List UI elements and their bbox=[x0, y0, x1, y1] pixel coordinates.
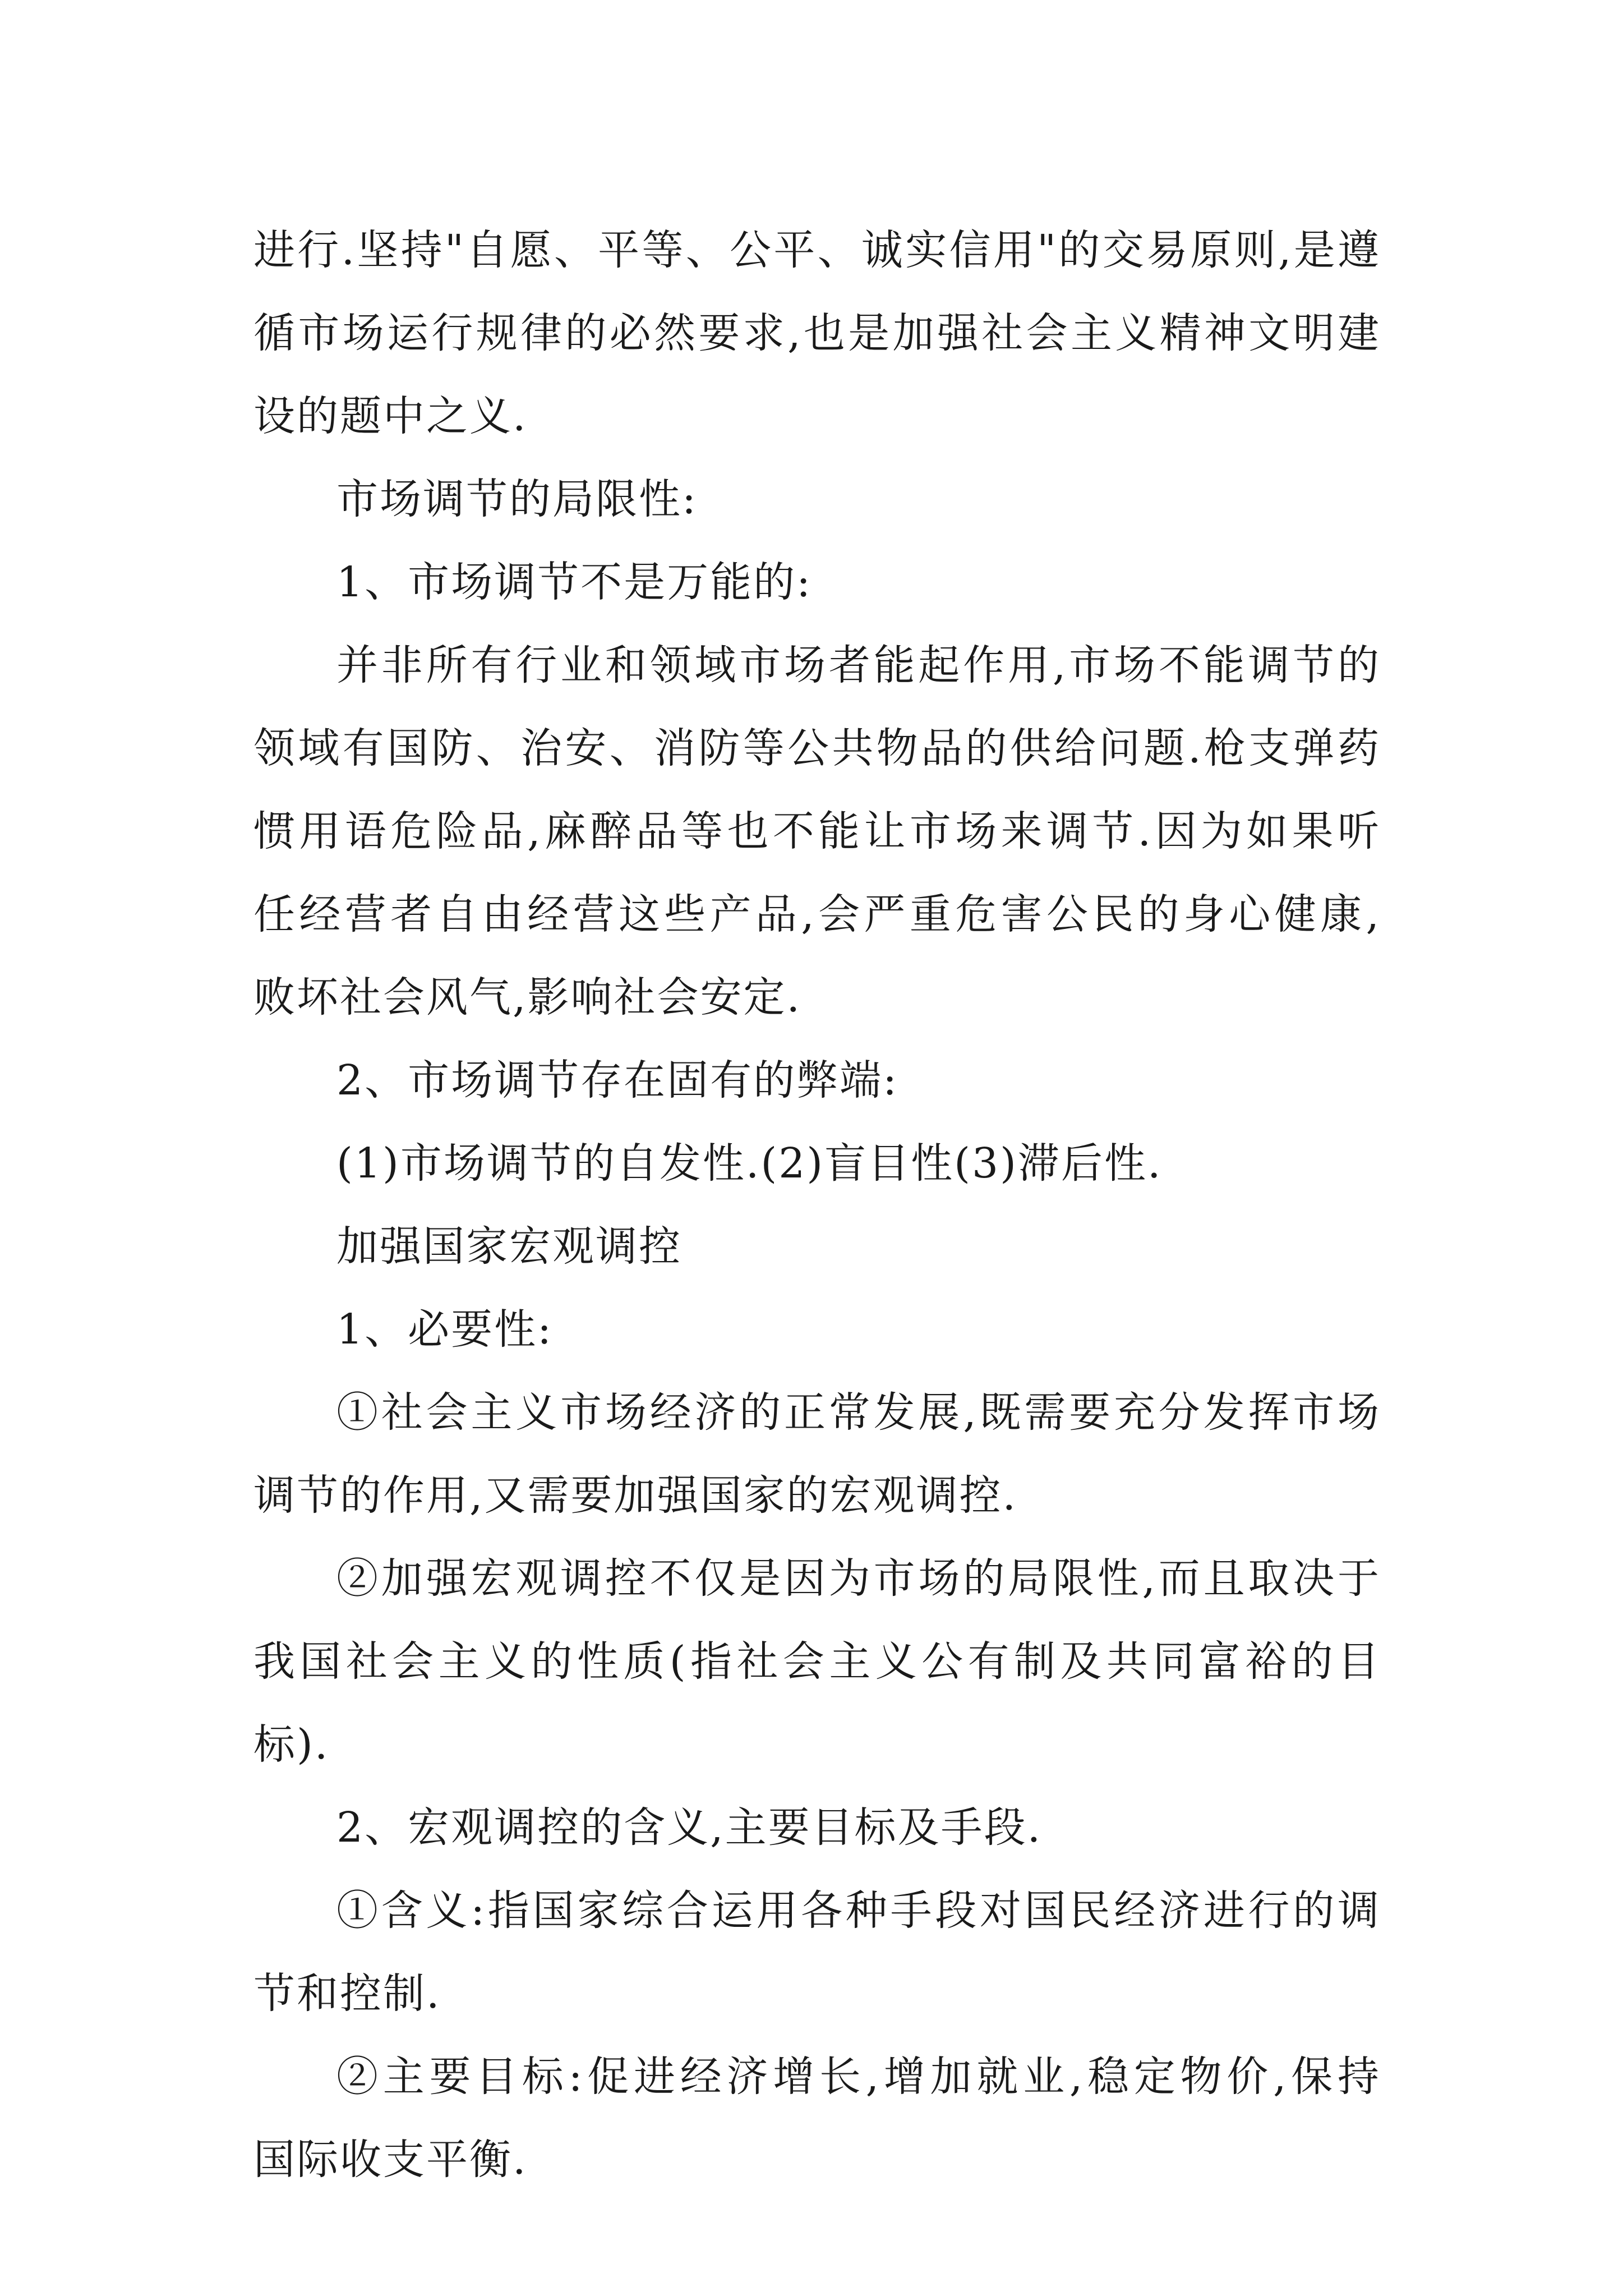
document-line: 国际收支平衡. bbox=[253, 2136, 528, 2184]
document-line: 1、必要性: bbox=[336, 1305, 554, 1354]
document-line: 领域有国防、治安、消防等公共物品的供给问题.枪支弹药 bbox=[253, 724, 1381, 772]
document-line: 2、市场调节存在固有的弊端: bbox=[336, 1056, 899, 1105]
document-line: ①含义:指国家综合运用各种手段对国民经济进行的调 bbox=[336, 1887, 1381, 1935]
document-line: 循市场运行规律的必然要求,也是加强社会主义精神文明建 bbox=[253, 309, 1381, 357]
document-line: 标). bbox=[253, 1720, 330, 1769]
document-line: 调节的作用,又需要加强国家的宏观调控. bbox=[253, 1471, 1018, 1520]
document-line: 市场调节的局限性: bbox=[336, 475, 698, 523]
document-line: ②加强宏观调控不仅是因为市场的局限性,而且取决于 bbox=[336, 1554, 1381, 1603]
document-line: 进行.坚持"自愿、平等、公平、诚实信用"的交易原则,是遵 bbox=[253, 226, 1381, 274]
document-line: ②主要目标:促进经济增长,增加就业,稳定物价,保持 bbox=[336, 2053, 1381, 2101]
document-line: 设的题中之义. bbox=[253, 392, 528, 440]
document-line: ①社会主义市场经济的正常发展,既需要充分发挥市场 bbox=[336, 1388, 1381, 1437]
document-line: 并非所有行业和领域市场者能起作用,市场不能调节的 bbox=[336, 641, 1381, 689]
document-line: 败坏社会风气,影响社会安定. bbox=[253, 973, 802, 1022]
document-line: 2、宏观调控的含义,主要目标及手段. bbox=[336, 1803, 1043, 1852]
document-line: 我国社会主义的性质(指社会主义公有制及共同富裕的目 bbox=[253, 1637, 1381, 1686]
document-line: 1、市场调节不是万能的: bbox=[336, 558, 813, 606]
document-line: 加强国家宏观调控 bbox=[336, 1222, 682, 1271]
document-line: 任经营者自由经营这些产品,会严重危害公民的身心健康, bbox=[253, 890, 1381, 938]
document-line: 惯用语危险品,麻醉品等也不能让市场来调节.因为如果听 bbox=[253, 807, 1381, 855]
document-body bbox=[253, 209, 1381, 2201]
document-line: 节和控制. bbox=[253, 1970, 441, 2018]
document-line: (1)市场调节的自发性.(2)盲目性(3)滞后性. bbox=[336, 1139, 1163, 1188]
